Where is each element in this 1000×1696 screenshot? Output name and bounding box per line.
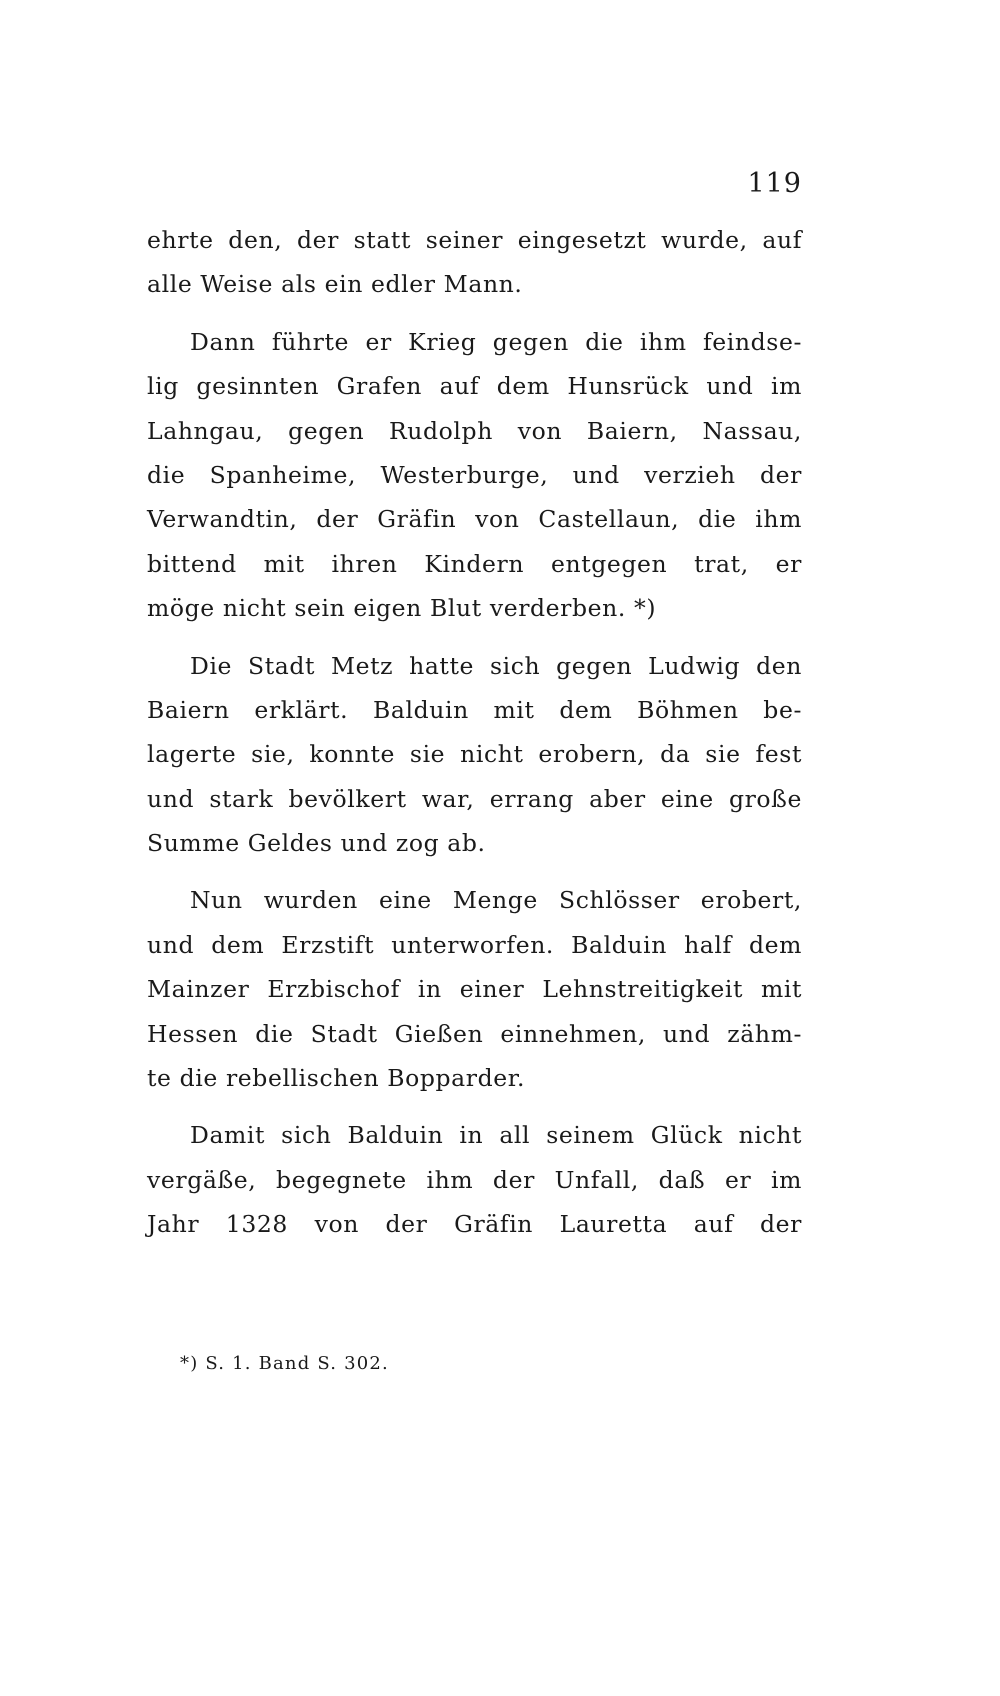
text-line: Hessen die Stadt Gießen einnehmen, und zähm- (147, 1019, 802, 1048)
text-line: Baiern erklärt. Balduin mit dem Böhmen be- (147, 695, 802, 724)
text-line: Mainzer Erzbischof in einer Lehnstreitigkeit mit (147, 975, 802, 1004)
text-line: lagerte sie, konnte sie nicht erobern, da sie fest (147, 740, 802, 769)
text-line: möge nicht sein eigen Blut verderben. *) (147, 594, 657, 623)
text-line: und dem Erzstift unterworfen. Balduin half dem (147, 930, 802, 959)
paragraph-gap (147, 1100, 802, 1113)
text-line: und stark bevölkert war, errang aber eine große (147, 784, 802, 813)
text-line: Summe Geldes und zog ab. (147, 829, 486, 858)
text-line: die Spanheime, Westerburge, und verzieh der (147, 460, 802, 489)
body-text (147, 218, 802, 1247)
text-line: bittend mit ihren Kindern entgegen trat, er (147, 549, 802, 578)
text-line: Nun wurden eine Menge Schlösser erobert, (190, 886, 802, 915)
text-line: Jahr 1328 von der Gräfin Lauretta auf der (147, 1210, 802, 1239)
text-line: te die rebellischen Bopparder. (147, 1064, 526, 1093)
text-line: alle Weise als ein edler Mann. (147, 270, 523, 299)
paragraph-gap (147, 631, 802, 644)
text-line: Die Stadt Metz hatte sich gegen Ludwig den (190, 651, 802, 680)
page-number: 119 (747, 168, 802, 199)
text-line: Lahngau, gegen Rudolph von Baiern, Nassau, (147, 416, 802, 445)
text-line: Damit sich Balduin in all seinem Glück nicht (190, 1121, 802, 1150)
text-line: Verwandtin, der Gräfin von Castellaun, die ihm (147, 505, 802, 534)
text-line: ehrte den, der statt seiner eingesetzt wurde, auf (147, 226, 802, 254)
text-line: Dann führte er Krieg gegen die ihm feindse- (190, 327, 802, 356)
footnote: *) S. 1. Band S. 302. (180, 1353, 389, 1374)
text-line: vergäße, begegnete ihm der Unfall, daß er im (147, 1165, 802, 1194)
text-line: lig gesinnten Grafen auf dem Hunsrück und im (147, 372, 802, 401)
paragraph-gap (147, 865, 802, 878)
paragraph-gap (147, 307, 802, 320)
